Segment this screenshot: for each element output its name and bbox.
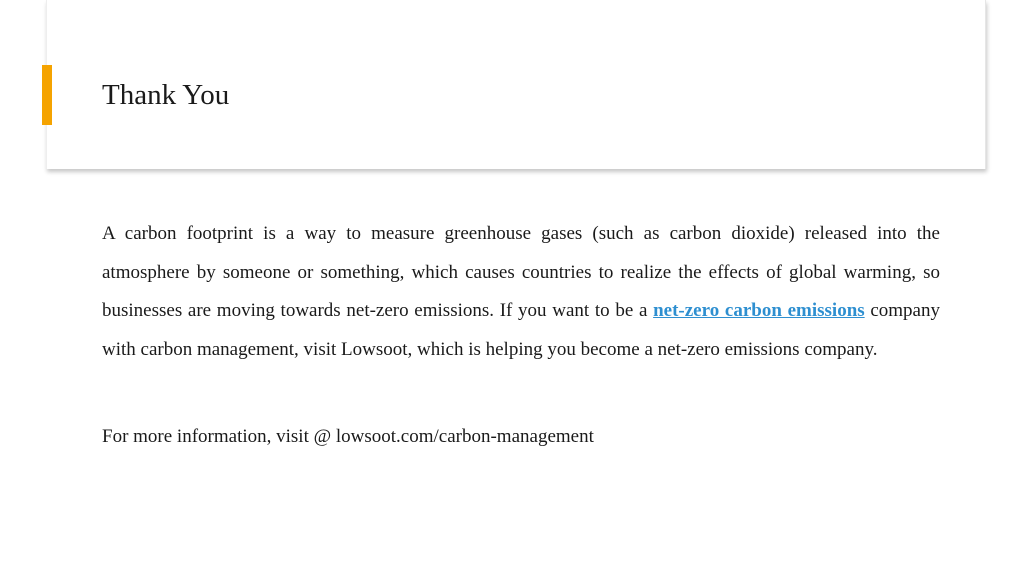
net-zero-carbon-emissions-link[interactable]: net-zero carbon emissions xyxy=(653,300,865,321)
more-info-line: For more information, visit @ lowsoot.com/carbon-management xyxy=(102,426,594,447)
paragraph-text-before-link: A carbon footprint is a way to measure greenhouse gases (such as carbon dioxide) released into the atmosphere by someone or something, which causes countries to realize the effects of global warming, so businesses are moving towards net-zero emissions. If you want to be a xyxy=(102,223,940,321)
title-accent-bar xyxy=(42,65,52,125)
slide-title: Thank You xyxy=(102,79,230,111)
body-paragraph xyxy=(102,215,940,369)
paragraph-text-after-link: company with carbon management, visit Lowsoot, which is helping you become a net-zero emissions company. xyxy=(102,300,940,360)
